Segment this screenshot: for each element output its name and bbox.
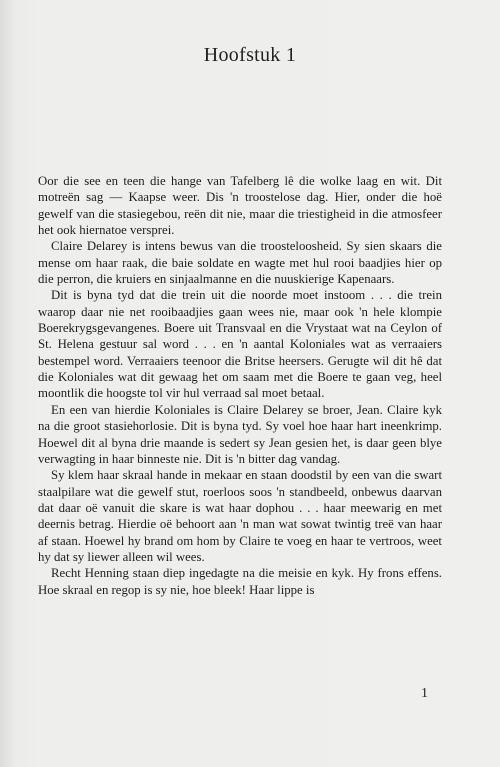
paragraph: Sy klem haar skraal hande in mekaar en staan doodstil by een van die swart staalpilare wat die gewelf stut, roerloos soos 'n standbeeld, onbewus daarvan dat daar oë vanuit die skare is wat haar dophou . . . haar meewarig en met deernis betrag. Hierdie oë behoort aan 'n man wat sowat twintig treë van haar af staan. Hoewel hy brand om hom by Claire te voeg en haar te vertroos, weet hy dat sy liewer alleen wil wees. bbox=[38, 468, 442, 564]
paragraph: Recht Henning staan diep ingedagte na die meisie en kyk. Hy frons effens. Hoe skraal en regop is sy nie, hoe bleek! Haar lippe is bbox=[38, 566, 442, 597]
body-text bbox=[38, 173, 442, 598]
paragraph: Claire Delarey is intens bewus van die troosteloosheid. Sy sien skaars die mense om haar raak, die baie soldate en wagte met hul rooi baadjies hier op die perron, die kruiers en sinjaalmanne en die nuuskierige Kapenaars. bbox=[38, 239, 442, 287]
page-number: 1 bbox=[421, 686, 428, 701]
chapter-title: Hoofstuk 1 bbox=[203, 44, 297, 66]
paragraph: En een van hierdie Koloniales is Claire Delarey se broer, Jean. Claire kyk na die groot stasiehorlosie. Dit is byna tyd. Sy voel hoe haar hart ineenkrimp. Hoewel dit al byna drie maande is sedert sy Jean gesien het, is daar geen blye verwagting in haar binneste nie. Dit is 'n bitter dag vandag. bbox=[38, 402, 442, 466]
paragraph: Oor die see en teen die hange van Tafelberg lê die wolke laag en wit. Dit motreën sag — Kaapse weer. Dis 'n troostelose dag. Hier, onder die hoë gewelf van die stasiegebou, reën dit nie, maar die triestigheid in die atmosfeer het ook hiernatoe versprei. bbox=[38, 174, 442, 238]
paragraph: Dit is byna tyd dat die trein uit die noorde moet instoom . . . die trein waarop daar nie net rooibaadjies gaan wees nie, maar ook 'n hele klompie Boerekrygsgevangenes. Boere uit Transvaal en die Vrystaat wat na Ceylon of St. Helena gestuur sal word . . . en 'n aantal Koloniales wat as verraaiers bestempel word. Verraaiers teenoor die Britse heersers. Gerugte wil dit hê dat die Koloniales wat dit gewaag het om saam met die Boere te gaan veg, heel moontlik die hoogste tol vir hul verraad sal moet betaal. bbox=[38, 288, 442, 401]
